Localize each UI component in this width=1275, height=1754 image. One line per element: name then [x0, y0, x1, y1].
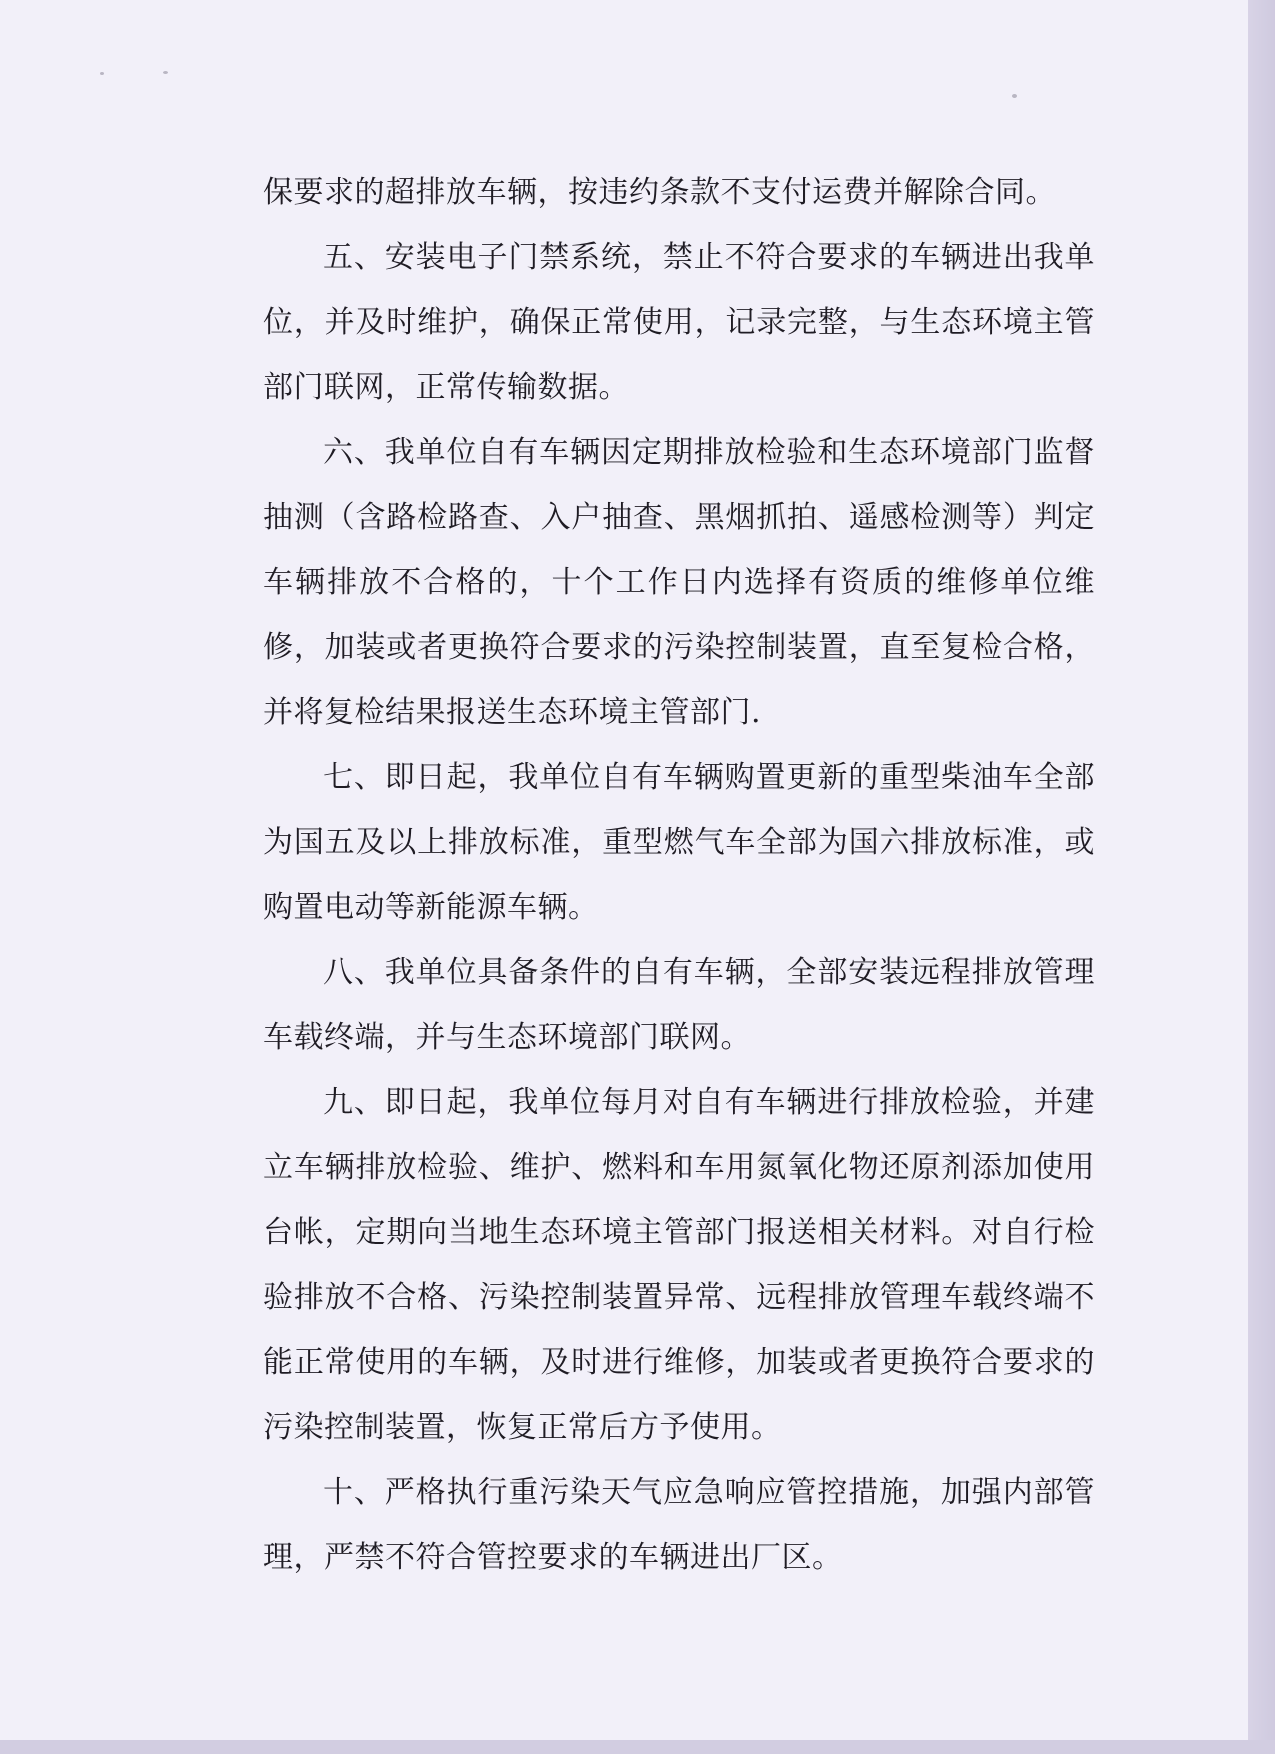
scan-speck [1012, 94, 1017, 98]
scanner-edge-right [1248, 0, 1275, 1754]
scan-speck [163, 71, 168, 74]
paragraph-item-10: 十、严格执行重污染天气应急响应管控措施，加强内部管理，严禁不符合管控要求的车辆进出厂区。 [263, 1475, 1095, 1575]
paragraph-item-9: 九、即日起，我单位每月对自有车辆进行排放检验，并建立车辆排放检验、维护、燃料和车用氮氧化物还原剂添加使用台帐，定期向当地生态环境主管部门报送相关材料。对自行检验排放不合格、污染控制装置异常、远程排放管理车载终端不能正常使用的车辆，及时进行维修，加装或者更换符合要求的污染控制装置，恢复正常后方予使用。 [263, 1085, 1095, 1445]
paragraph-item-5: 五、安装电子门禁系统，禁止不符合要求的车辆进出我单位，并及时维护，确保正常使用，记录完整，与生态环境主管部门联网，正常传输数据。 [263, 240, 1095, 405]
paragraph-item-8: 八、我单位具备条件的自有车辆，全部安装远程排放管理车载终端，并与生态环境部门联网。 [263, 955, 1095, 1055]
scan-speck [100, 72, 104, 75]
paragraph-item-7: 七、即日起，我单位自有车辆购置更新的重型柴油车全部为国五及以上排放标准，重型燃气车全部为国六排放标准，或购置电动等新能源车辆。 [263, 760, 1095, 925]
paragraph-item-6: 六、我单位自有车辆因定期排放检验和生态环境部门监督抽测（含路检路查、入户抽查、黑烟抓拍、遥感检测等）判定车辆排放不合格的，十个工作日内选择有资质的维修单位维修，加装或者更换符合要求的污染控制装置，直至复检合格，并将复检结果报送生态环境主管部门. [263, 435, 1095, 730]
scanner-edge-bottom [0, 1740, 1275, 1754]
document-body [263, 160, 1095, 1590]
paragraph-continuation: 保要求的超排放车辆，按违约条款不支付运费并解除合同。 [263, 175, 1056, 210]
